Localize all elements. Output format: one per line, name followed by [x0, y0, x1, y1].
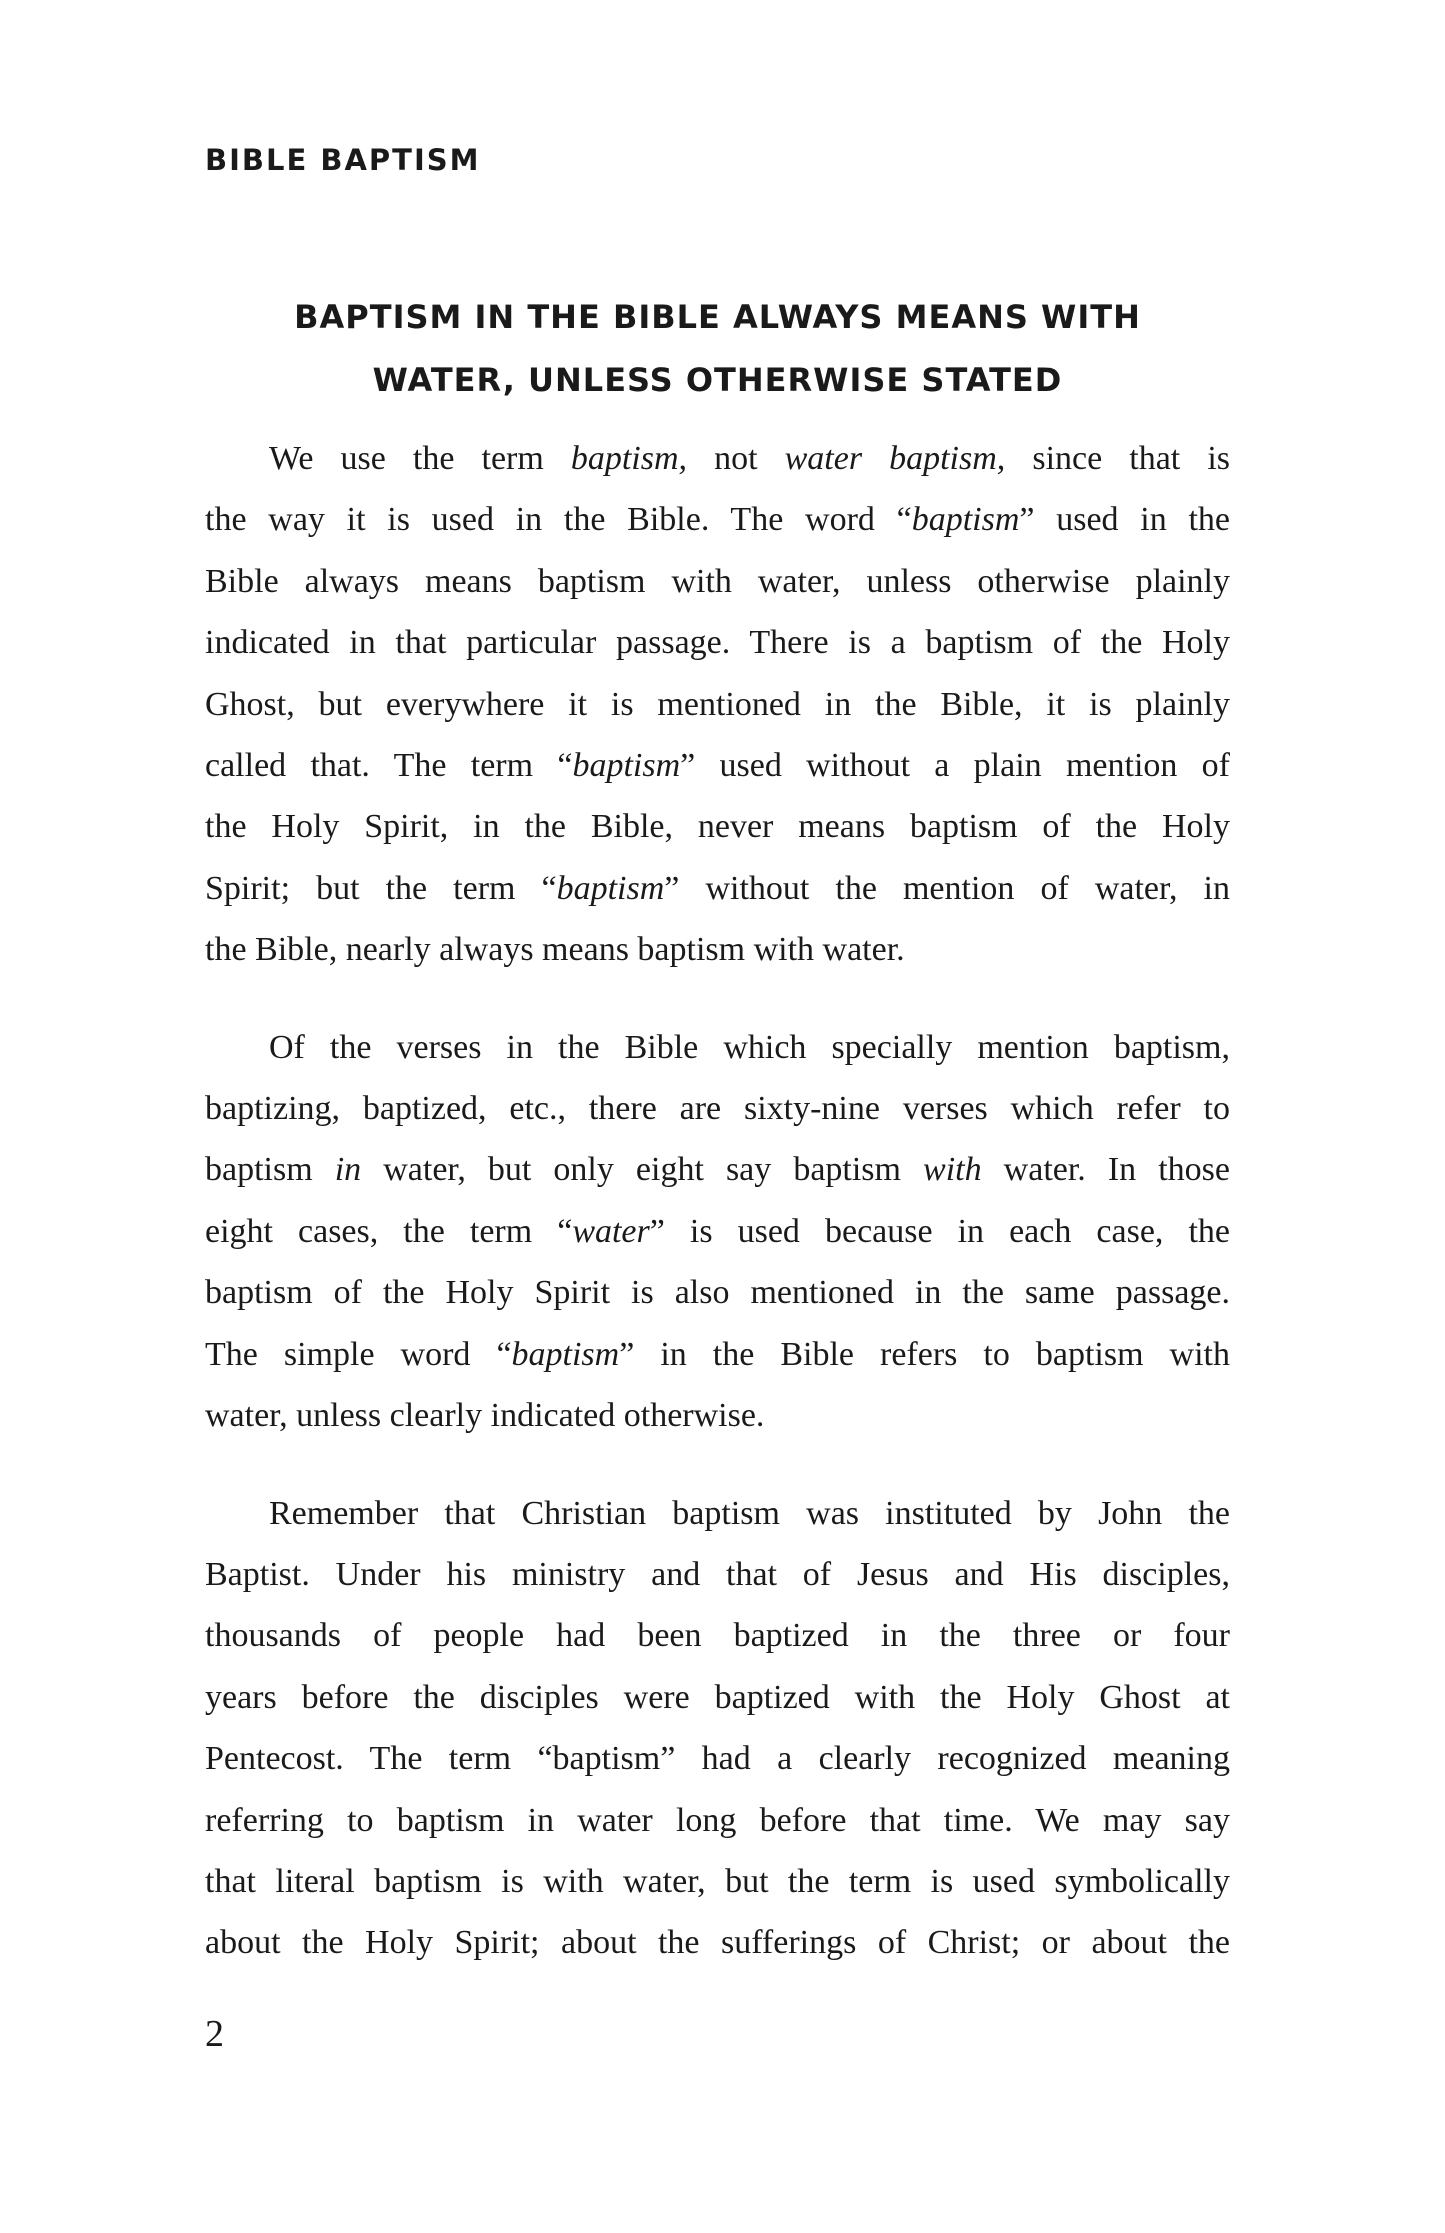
text-run: ” used in the	[1019, 501, 1230, 539]
text-line	[205, 551, 1230, 612]
text-run: referring to baptism in water long before that time. We may say	[205, 1801, 1230, 1839]
paragraph	[205, 1483, 1230, 1974]
text-line	[205, 1262, 1230, 1323]
text-run: baptism of the Holy Spirit is also mentioned in the same passage.	[205, 1274, 1230, 1312]
text-run: water. In those	[981, 1151, 1230, 1189]
italic-text: water baptism,	[784, 440, 1006, 477]
text-run: since that is	[1005, 440, 1230, 477]
italic-text: baptism	[911, 501, 1020, 539]
text-run: baptism	[205, 1151, 335, 1189]
text-run: eight cases, the term “	[205, 1212, 573, 1250]
text-run: Remember that Christian baptism was instituted by John the	[269, 1494, 1230, 1532]
text-line	[205, 1851, 1230, 1912]
chapter-heading-line-2: WATER, UNLESS OTHERWISE STATED	[372, 361, 1063, 399]
text-run: Spirit; but the term “	[205, 869, 557, 907]
italic-text: baptism	[572, 747, 681, 785]
text-line	[205, 428, 1230, 489]
text-run: the way it is used in the Bible. The word “	[205, 501, 912, 539]
text-line	[205, 858, 1230, 919]
text-run: Of the verses in the Bible which specially mention baptism,	[269, 1028, 1230, 1066]
text-run: Ghost, but everywhere it is mentioned in the Bible, it is plainly	[205, 685, 1230, 723]
text-run: ” used without a plain mention of	[680, 747, 1230, 785]
text-line	[205, 1139, 1230, 1200]
italic-text: with	[923, 1151, 982, 1189]
italic-text: baptism,	[570, 440, 688, 477]
body-text	[205, 428, 1230, 1974]
text-line	[205, 489, 1230, 550]
text-line	[205, 1385, 1230, 1446]
chapter-heading	[205, 286, 1230, 412]
text-line	[205, 1017, 1230, 1078]
text-run: indicated in that particular passage. There is a baptism of the Holy	[205, 624, 1230, 662]
text-run: ” is used because in each case, the	[649, 1212, 1230, 1250]
text-run: water, but only eight say baptism	[361, 1151, 924, 1189]
text-run: not	[687, 440, 785, 477]
text-line	[205, 1483, 1230, 1544]
text-line	[205, 612, 1230, 673]
text-run: Baptist. Under his ministry and that of Jesus and His disciples,	[205, 1555, 1230, 1593]
text-run: ” in the Bible refers to baptism with	[619, 1335, 1230, 1373]
paragraph	[205, 1017, 1230, 1447]
text-line	[205, 1324, 1230, 1385]
text-line	[205, 1912, 1230, 1973]
italic-text: baptism	[556, 869, 665, 907]
text-line	[205, 1667, 1230, 1728]
text-line	[205, 1544, 1230, 1605]
text-run: the Bible, nearly always means baptism with water.	[205, 931, 905, 969]
italic-text: baptism	[511, 1335, 620, 1373]
text-run: We use the term	[269, 440, 571, 477]
text-line	[205, 1728, 1230, 1789]
paragraph-gap	[205, 981, 1230, 1017]
paragraph-gap	[205, 1447, 1230, 1483]
paragraph	[205, 428, 1230, 981]
text-line	[205, 1078, 1230, 1139]
text-line	[205, 1605, 1230, 1666]
text-run: thousands of people had been baptized in the three or four	[205, 1617, 1230, 1655]
italic-text: water	[572, 1212, 650, 1250]
text-run: baptizing, baptized, etc., there are sixty-nine verses which refer to	[205, 1090, 1230, 1128]
text-run: Pentecost. The term “baptism” had a clearly recognized meaning	[205, 1740, 1230, 1778]
text-run: ” without the mention of water, in	[664, 869, 1230, 907]
text-line	[205, 919, 1230, 980]
text-line	[205, 1790, 1230, 1851]
text-line	[205, 796, 1230, 857]
italic-text: in	[334, 1151, 362, 1189]
text-run: The simple word “	[205, 1335, 512, 1373]
text-run: the Holy Spirit, in the Bible, never means baptism of the Holy	[205, 808, 1230, 846]
text-line	[205, 1201, 1230, 1262]
text-line	[205, 674, 1230, 735]
text-run: years before the disciples were baptized with the Holy Ghost at	[205, 1678, 1230, 1716]
text-run: that literal baptism is with water, but the term is used symbolically	[205, 1862, 1230, 1900]
text-run: Bible always means baptism with water, unless otherwise plainly	[205, 562, 1230, 600]
chapter-heading-line-1: BAPTISM IN THE BIBLE ALWAYS MEANS WITH	[294, 298, 1141, 336]
text-line	[205, 735, 1230, 796]
text-run: about the Holy Spirit; about the sufferings of Christ; or about the	[205, 1924, 1230, 1962]
running-head: BIBLE BAPTISM	[205, 143, 481, 177]
text-run: called that. The term “	[205, 747, 573, 785]
text-run: water, unless clearly indicated otherwise.	[205, 1397, 765, 1435]
page-number: 2	[205, 2013, 224, 2055]
